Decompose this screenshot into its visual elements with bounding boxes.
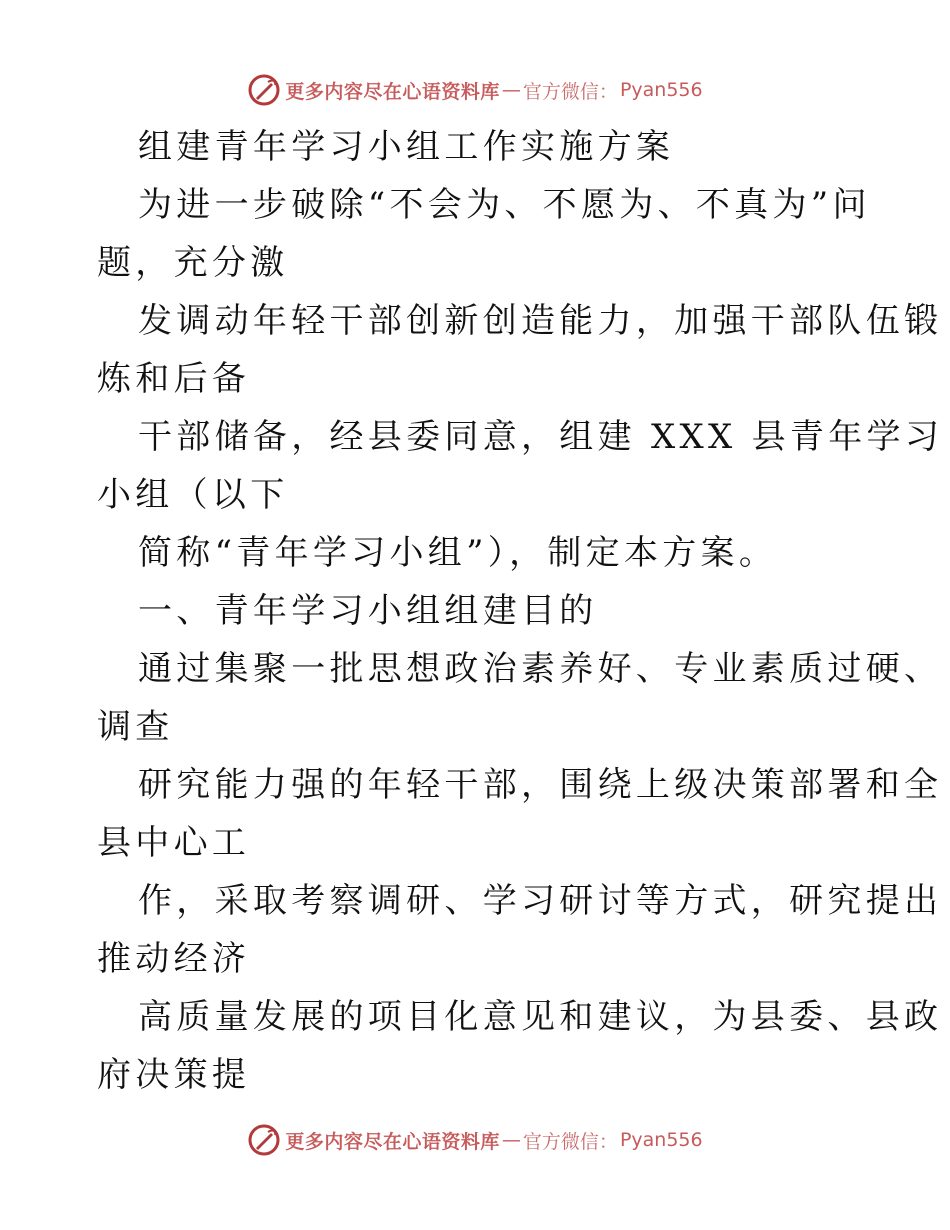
paragraph-line: 小组（以下 [97, 475, 289, 515]
paragraph-line: 简称“青年学习小组”），制定本方案。 [138, 533, 778, 573]
paragraph-line: 府决策提 [97, 1055, 251, 1095]
paragraph-line: 作，采取考察调研、学习研讨等方式，研究提出 [138, 881, 943, 921]
footer-watermark [0, 1120, 950, 1160]
watermark-wechat-label: 官方微信： [522, 1130, 618, 1153]
watermark-dash: — [501, 79, 521, 101]
watermark-wechat-label: 官方微信： [522, 80, 618, 103]
watermark-wechat-id: Pyan556 [619, 1129, 703, 1151]
quill-logo-icon [247, 1123, 281, 1157]
paragraph-line: 发调动年轻干部创新创造能力，加强干部队伍锻 [138, 301, 943, 341]
quill-logo-icon [247, 73, 281, 107]
section-heading: 一、青年学习小组组建目的 [138, 591, 598, 631]
paragraph-line: 炼和后备 [97, 359, 251, 399]
paragraph-line: 干部储备，经县委同意，组建 XXX 县青年学习 [138, 417, 944, 457]
watermark-dash: — [501, 1129, 521, 1151]
watermark-wechat-id: Pyan556 [619, 79, 703, 101]
paragraph-line: 研究能力强的年轻干部，围绕上级决策部署和全 [138, 765, 943, 805]
paragraph-line: 县中心工 [97, 823, 251, 863]
paragraph-line: 为进一步破除“不会为、不愿为、不真为”问 [138, 185, 871, 225]
header-watermark [0, 70, 950, 110]
paragraph-line: 通过集聚一批思想政治素养好、专业素质过硬、 [138, 649, 943, 689]
paragraph-line: 调查 [97, 707, 174, 747]
paragraph-line: 高质量发展的项目化意见和建议，为县委、县政 [138, 997, 943, 1037]
watermark-main-text: 更多内容尽在心语资料库 [285, 1130, 500, 1153]
paragraph-line: 题，充分激 [97, 243, 289, 283]
document-title: 组建青年学习小组工作实施方案 [138, 127, 675, 167]
paragraph-line: 推动经济 [97, 939, 251, 979]
watermark-main-text: 更多内容尽在心语资料库 [285, 80, 500, 103]
